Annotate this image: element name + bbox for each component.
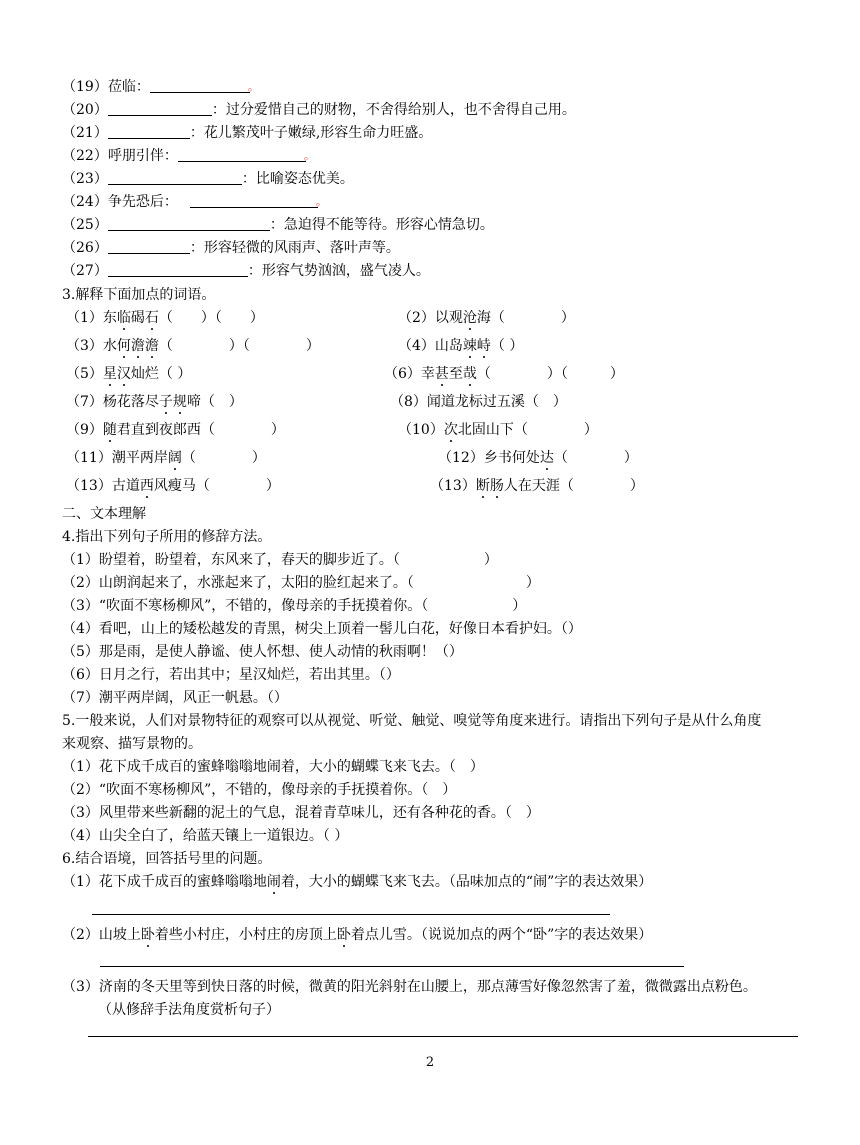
q3-item: （11）潮平两岸阔（ ） (66, 450, 266, 466)
item-number: （24） (62, 194, 108, 210)
q3-item: （6）幸甚至哉（ ）（ ） (384, 366, 624, 382)
answer-blank[interactable] (108, 124, 190, 139)
q4-item: （3）“吹面不寒杨柳风”，不错的，像母亲的手抚摸着你。（ ） (62, 598, 527, 614)
q21-line (62, 124, 432, 142)
q5-item: （4）山尖全白了，给蓝天镶上一道银边。（ ） (62, 828, 349, 844)
answer-line[interactable] (92, 914, 610, 915)
q23-line (62, 170, 354, 188)
definition: ：形容气势汹汹，盛气凌人。 (247, 263, 430, 279)
term: 呼朋引伴： (107, 148, 178, 164)
answer-blank[interactable] (190, 193, 318, 208)
item-number: （27） (62, 263, 108, 279)
answer-blank[interactable] (150, 78, 250, 93)
answer-line[interactable] (88, 1036, 798, 1037)
q3-item: （2）以观沧海（ ） (398, 310, 575, 326)
q6-item-3: （3）济南的冬天里等到快日落的时候，微黄的阳光斜射在山腰上，那点薄雪好像忽然害了羞，微微露出点粉色。 (62, 979, 757, 995)
item-number: （19） (62, 79, 108, 95)
item-number: （21） (62, 125, 108, 141)
q5-item: （3）风里带来些新翻的泥土的气息，混着青草味儿，还有各种花的香。（ ） (62, 805, 540, 821)
item-number: （25） (62, 217, 108, 233)
blank-end-mark: 。 (303, 149, 315, 162)
item-number: （20） (62, 102, 108, 118)
answer-blank[interactable] (108, 239, 190, 254)
item-number: （23） (62, 171, 108, 187)
q4-title: 4.指出下列句子所用的修辞方法。 (62, 529, 272, 545)
q3-item: （8）闻道龙标过五溪（ ） (390, 394, 567, 410)
q19-line (62, 78, 259, 96)
q5-title-cont: 来观察、描写景物的。 (62, 736, 202, 752)
page-number: 2 (425, 1055, 435, 1070)
q5-item: （1）花下成千成百的蜜蜂嗡嗡地闹着，大小的蝴蝶飞来飞去。（ ） (62, 759, 484, 775)
q20-line (62, 101, 576, 119)
q3-item: （3）水何澹澹（ ）（ ） (66, 338, 320, 354)
definition: ：花儿繁茂叶子嫩绿,形容生命力旺盛。 (189, 125, 433, 141)
q5-item: （2）“吹面不寒杨柳风”，不错的，像母亲的手抚摸着你。（ ） (62, 782, 457, 798)
q22-line (62, 147, 315, 165)
q4-item: （4）看吧，山上的矮松越发的青黑，树尖上顶着一髻儿白花，好像日本看护妇。（） (62, 621, 582, 637)
q4-item: （5）那是雨，是使人静谧、使人怀想、使人动情的秋雨啊！（） (62, 644, 463, 660)
q4-item: （6）日月之行，若出其中；星汉灿烂，若出其里。（） (62, 667, 400, 683)
q5-title: 5.一般来说，人们对景物特征的观察可以从视觉、听觉、触觉、嗅觉等角度来进行。请指出下列句子是从什么角度 (62, 713, 762, 729)
term: 争先恐后： (107, 194, 178, 210)
q6-item-2: （2）山坡上卧着些小村庄，小村庄的房顶上卧着点儿雪。（说说加点的两个“卧”字的表达效果） (62, 927, 653, 943)
q6-item-1: （1）花下成千成百的蜜蜂嗡嗡地闹着，大小的蝴蝶飞来飞去。（品味加点的“闹”字的表达效果） (62, 874, 653, 890)
answer-blank[interactable] (108, 216, 270, 231)
q24-line (62, 193, 327, 211)
section-title: 二、文本理解 (62, 506, 146, 522)
q4-item: （2）山朗润起来了，水涨起来了，太阳的脸红起来了。（ ） (62, 575, 540, 591)
q3-item: （12）乡书何处达（ ） (438, 450, 638, 466)
blank-end-mark: 。 (247, 80, 259, 93)
q3-item: （1）东临碣石（ ）（ ） (66, 310, 264, 326)
blank-end-mark: 。 (315, 195, 327, 208)
definition: ：比喻姿态优美。 (241, 171, 354, 187)
answer-blank[interactable] (108, 262, 248, 277)
q4-item: （7）潮平两岸阔，风正一帆悬。（） (62, 690, 288, 706)
q27-line (62, 262, 430, 280)
item-number: （26） (62, 240, 108, 256)
q6-item-3-note: （从修辞手法角度赏析句子） (98, 1002, 280, 1018)
q3-item: （13）古道西风瘦马（ ） (66, 478, 280, 494)
definition: ：急迫得不能等待。形容心情急切。 (269, 217, 494, 233)
answer-blank[interactable] (178, 147, 306, 162)
term: 莅临： (107, 79, 150, 95)
q3-item: （13）断肠人在天涯（ ） (430, 478, 644, 494)
q4-item: （1）盼望着，盼望着，东风来了，春天的脚步近了。（ ） (62, 552, 498, 568)
item-number: （22） (62, 148, 108, 164)
definition: ：过分爱惜自己的财物，不舍得给别人，也不舍得自己用。 (211, 102, 576, 118)
q3-item: （7）杨花落尽子规啼（ ） (66, 394, 243, 410)
definition: ：形容轻微的风雨声、落叶声等。 (189, 240, 400, 256)
q25-line (62, 216, 494, 234)
q6-title: 6.结合语境，回答括号里的问题。 (62, 851, 272, 867)
answer-line[interactable] (100, 966, 684, 967)
q3-item: （10）次北固山下（ ） (398, 422, 598, 438)
q3-title: 3.解释下面加点的词语。 (62, 287, 216, 303)
answer-blank[interactable] (108, 170, 242, 185)
q3-item: （4）山岛竦峙（ ） (398, 338, 524, 354)
q3-item: （9）随君直到夜郎西（ ） (66, 422, 285, 438)
answer-blank[interactable] (108, 101, 212, 116)
q26-line (62, 239, 400, 257)
q3-item: （5）星汉灿烂（ ） (66, 366, 192, 382)
